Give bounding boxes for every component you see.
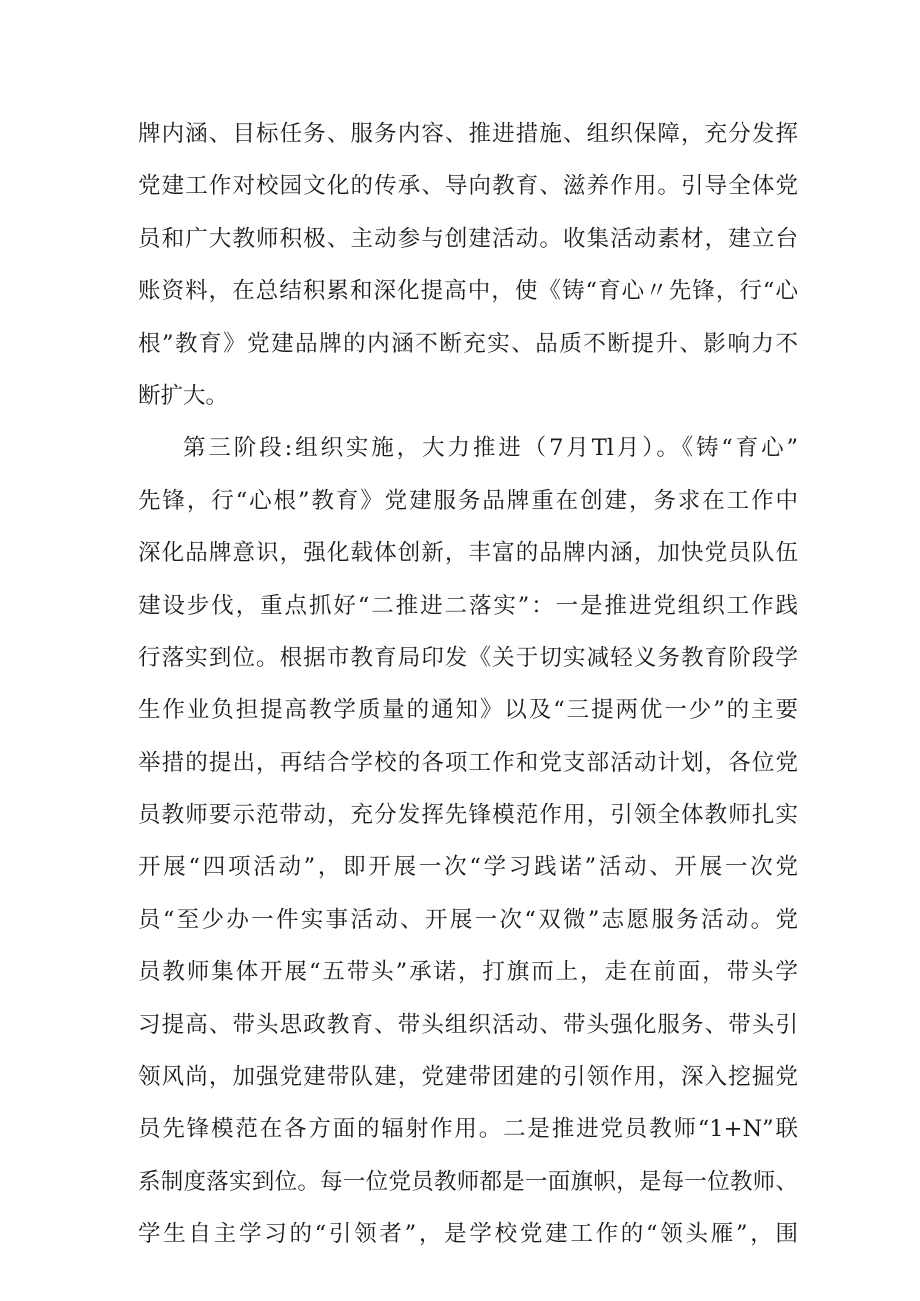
text-line: 生作业负担提高教学质量的通知》以及“三提两优一少”的主要 (138, 697, 798, 724)
text-line: 先锋，行“心根”教育》党建服务品牌重在创建，务求在工作中 (138, 487, 798, 514)
text-line: 行落实到位。根据市教育局印发《关于切实减轻义务教育阶段学 (138, 644, 798, 671)
text-line: 建设步伐，重点抓好“二推进二落实”：一是推进党组织工作践 (138, 592, 798, 619)
text-line: 员和广大教师积极、主动参与创建活动。收集活动素材，建立台 (138, 225, 798, 252)
text-line: 开展“四项活动”，即开展一次“学习践诺”活动、开展一次党 (138, 854, 798, 881)
text-line: 员教师要示范带动，充分发挥先锋模范作用，引领全体教师扎实 (138, 802, 798, 829)
text-line: 账资料，在总结积累和深化提高中，使《铸“育心〃先锋，行“心 (138, 278, 798, 305)
text-line: 系制度落实到位。每一位党员教师都是一面旗帜，是每一位教师、 (138, 1168, 798, 1195)
text-line: 牌内涵、目标任务、服务内容、推进措施、组织保障，充分发挥 (138, 121, 798, 147)
text-line: 举措的提出，再结合学校的各项工作和党支部活动计划，各位党 (138, 749, 798, 776)
text-line: 根”教育》党建品牌的内涵不断充实、品质不断提升、影响力不 (138, 330, 798, 357)
text-line: 员教师集体开展“五带头”承诺，打旗而上，走在前面，带头学 (138, 959, 798, 986)
text-line: 习提高、带头思政教育、带头组织活动、带头强化服务、带头引 (138, 1011, 798, 1038)
text-line: 断扩大。 (138, 382, 229, 409)
text-line: 深化品牌意识，强化载体创新，丰富的品牌内涵，加快党员队伍 (138, 540, 798, 567)
paragraph-first-line: 第三阶段:组织实施，大力推进（7月Tl月）。《铸“育心” (183, 435, 798, 462)
text-line: 领风尚，加强党建带队建，党建带团建的引领作用，深入挖掘党 (138, 1064, 798, 1091)
text-line: 党建工作对校园文化的传承、导向教育、滋养作用。引导全体党 (138, 173, 798, 200)
text-line: 员“至少办一件实事活动、开展一次“双微”志愿服务活动。党 (138, 906, 798, 933)
text-line: 学生自主学习的“引领者”，是学校党建工作的“领头雁”，围 (138, 1221, 798, 1248)
text-line: 员先锋模范在各方面的辐射作用。二是推进党员教师“1+N”联 (138, 1116, 798, 1143)
document-body (138, 108, 798, 1261)
